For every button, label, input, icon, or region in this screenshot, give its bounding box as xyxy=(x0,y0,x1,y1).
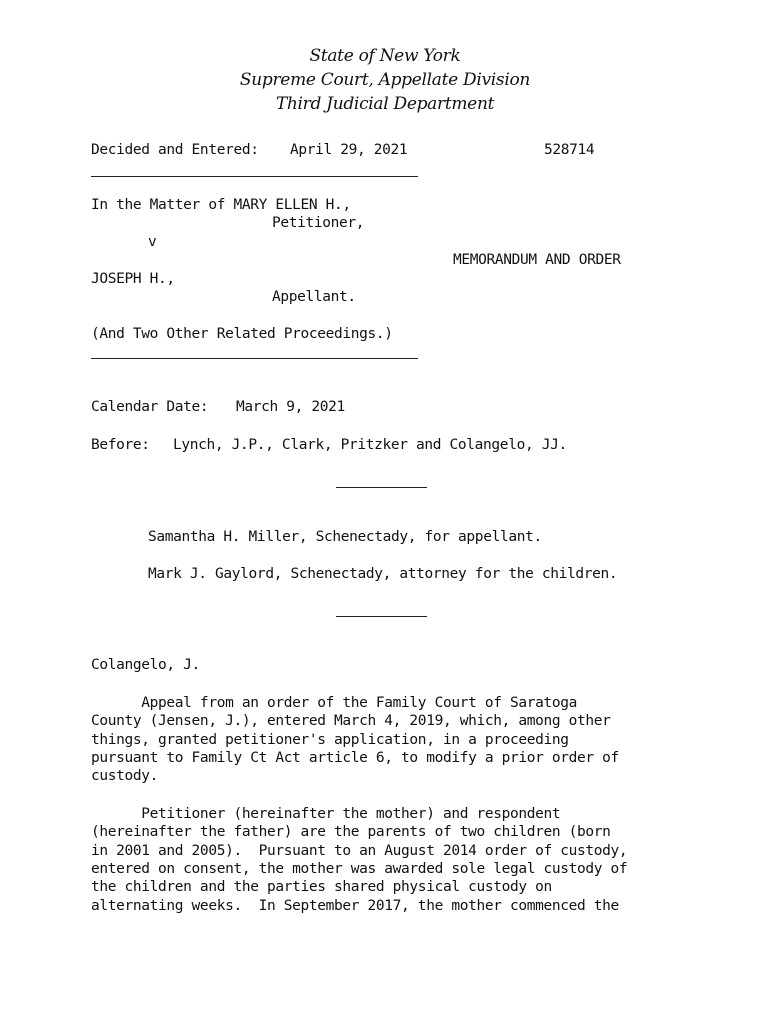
paragraph-line: County (Jensen, J.), entered March 4, 2019, which, among other xyxy=(91,713,611,730)
caption-versus: v xyxy=(148,234,157,250)
calendar-date: March 9, 2021 xyxy=(236,399,345,415)
paragraph-line: in 2001 and 2005). Pursuant to an August 2014 order of custody, xyxy=(91,842,628,859)
opinion-author: Colangelo, J. xyxy=(91,657,200,673)
caption-respondent-role: Appellant. xyxy=(272,289,356,305)
paragraph-line: pursuant to Family Ct Act article 6, to modify a prior order of xyxy=(91,749,619,766)
section-divider-1 xyxy=(336,487,427,488)
paragraph-line: things, granted petitioner's application, in a proceeding xyxy=(91,731,569,748)
caption-top-rule xyxy=(91,176,418,177)
court-division: Supreme Court, Appellate Division xyxy=(239,70,531,90)
caption-petitioner-name: In the Matter of MARY ELLEN H., xyxy=(91,197,351,213)
panel-judges: Lynch, J.P., Clark, Pritzker and Colangelo, JJ. xyxy=(173,437,567,453)
order-type: MEMORANDUM AND ORDER xyxy=(453,252,621,268)
calendar-label: Calendar Date: xyxy=(91,399,209,415)
docket-number: 528714 xyxy=(544,142,595,158)
caption-petitioner-role: Petitioner, xyxy=(272,215,365,231)
court-state: State of New York xyxy=(309,46,461,66)
caption-related-proceedings: (And Two Other Related Proceedings.) xyxy=(91,326,393,342)
caption-respondent-name: JOSEPH H., xyxy=(91,271,175,287)
decided-date: April 29, 2021 xyxy=(290,142,408,158)
decided-label: Decided and Entered: xyxy=(91,142,259,158)
paragraph-line: custody. xyxy=(91,768,159,785)
paragraph-line: the children and the parties shared physical custody on xyxy=(91,879,552,896)
paragraph-line: Appeal from an order of the Family Court of Saratoga xyxy=(91,695,578,711)
counsel-children: Mark J. Gaylord, Schenectady, attorney for the children. xyxy=(148,566,618,582)
paragraph-line: Petitioner (hereinafter the mother) and respondent xyxy=(91,806,561,822)
court-department: Third Judicial Department xyxy=(275,94,495,114)
section-divider-2 xyxy=(336,616,427,617)
paragraph-line: alternating weeks. In September 2017, the mother commenced the xyxy=(91,897,619,914)
caption-bottom-rule xyxy=(91,358,418,359)
counsel-appellant: Samantha H. Miller, Schenectady, for appellant. xyxy=(148,529,542,545)
paragraph-line: entered on consent, the mother was awarded sole legal custody of xyxy=(91,860,628,877)
paragraph-line: (hereinafter the father) are the parents of two children (born xyxy=(91,824,611,841)
before-label: Before: xyxy=(91,437,150,453)
